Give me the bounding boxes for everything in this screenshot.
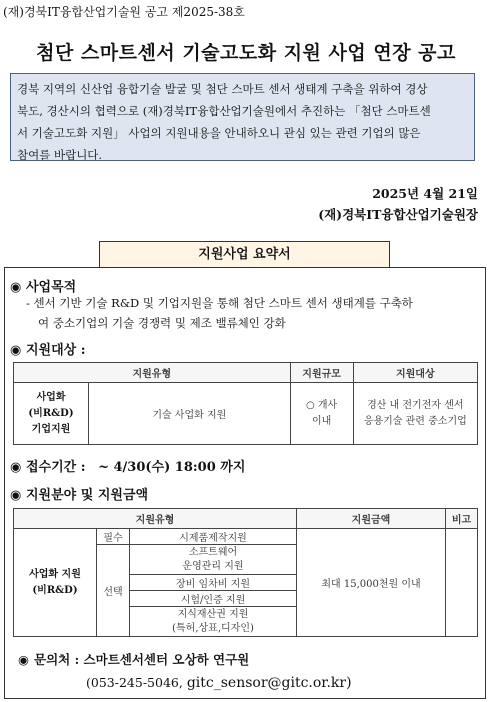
intro-line: 경북 지역의 신산업 융합기술 발굴 및 첨단 스마트 센서 생태계 구축을 위하여 경상 xyxy=(17,82,428,96)
table-header: 지원유형 xyxy=(14,363,291,383)
support-scale-cell xyxy=(290,383,353,445)
cell-line: 경산 내 전기전자 센서 xyxy=(367,399,464,411)
table-row xyxy=(14,383,478,445)
support-target-cell xyxy=(353,383,477,445)
intro-box xyxy=(10,73,475,161)
page-title: 첨단 스마트센서 기술고도화 지원 사업 연장 공고 xyxy=(36,42,456,64)
bullet-circle-icon: ◉ xyxy=(10,460,22,475)
contact-phone: (053-245-5046, xyxy=(86,675,183,690)
cell-line: 사업화 xyxy=(36,391,66,403)
cell-line: (비R&D) xyxy=(32,584,78,596)
fields-heading-text: 지원분야 및 지원금액 xyxy=(26,488,149,503)
support-detail-cell: 기술 사업화 지원 xyxy=(89,383,291,445)
cell-line: (비R&D) xyxy=(28,407,74,419)
required-label-cell: 필수 xyxy=(97,529,130,545)
optional-item-cell xyxy=(130,607,297,637)
target-heading-text: 지원대상 : xyxy=(26,343,86,358)
cell-line: 이내 xyxy=(311,415,332,427)
intro-line: 북도, 경산시의 협력으로 (재)경북IT융합산업기술원에서 추진하는 「첨단 스마트센 xyxy=(17,104,431,118)
intro-line: 참여를 바랍니다. xyxy=(17,148,103,161)
amount-cell: 최대 15,000천원 이내 xyxy=(297,529,446,637)
purpose-description xyxy=(26,293,481,333)
period-heading-text: 접수기간 : xyxy=(26,460,86,475)
intro-line: 서 기술고도화 지원」 사업의 지원내용을 안내하오니 관심 있는 관련 기업의 많은 xyxy=(17,126,421,140)
cell-line: 사업화 지원 xyxy=(29,568,81,580)
table-row xyxy=(14,529,478,545)
target-table xyxy=(13,362,478,445)
period-value: ~ 4/30(수) 18:00 까지 xyxy=(98,460,246,475)
purpose-line: - 센서 기반 기술 R&D 및 기업지원을 통해 첨단 스마트 센서 생태계를 구축하 xyxy=(26,296,413,310)
required-item-cell: 시제품제작지원 xyxy=(130,529,297,545)
table-header: 지원유형 xyxy=(14,509,297,529)
purpose-heading-text: 사업목적 xyxy=(26,280,77,295)
cell-line: 지식재산권 지원 xyxy=(177,608,249,620)
fields-heading xyxy=(10,484,148,503)
fields-table xyxy=(13,508,478,637)
contact-heading-text: 문의처 : 스마트센서센터 오상하 연구원 xyxy=(34,652,250,667)
table-header: 지원규모 xyxy=(290,363,353,383)
table-header: 비고 xyxy=(446,509,478,529)
contact-heading xyxy=(18,650,249,668)
target-heading xyxy=(10,339,86,358)
optional-item-cell: 장비 임차비 지원 xyxy=(130,575,297,591)
optional-item-cell: 시험/인증 지원 xyxy=(130,591,297,607)
period-heading xyxy=(10,456,245,475)
fields-type-cell xyxy=(14,529,97,637)
bullet-circle-icon: ◉ xyxy=(10,343,22,358)
summary-tab: 지원사업 요약서 xyxy=(99,241,390,268)
cell-line: (특허,상표,디자인) xyxy=(172,622,254,634)
table-header-row xyxy=(14,363,478,383)
cell-line: 소프트웨어 xyxy=(188,546,238,558)
cell-line: 운영관리 지원 xyxy=(182,560,244,572)
note-cell xyxy=(446,529,478,637)
announcement-date: 2025년 4월 21일 xyxy=(372,186,478,201)
optional-item-cell xyxy=(130,545,297,575)
bullet-circle-icon: ◉ xyxy=(18,652,29,667)
contact-email-link[interactable]: gitc_sensor@gitc.or.kr) xyxy=(186,675,352,691)
bullet-circle-icon: ◉ xyxy=(10,488,22,503)
table-header: 지원대상 xyxy=(353,363,477,383)
notice-number: (재)경북IT융합산업기술원 공고 제2025-38호 xyxy=(3,5,245,19)
table-header: 지원금액 xyxy=(297,509,446,529)
contact-details xyxy=(86,675,352,691)
cell-line: 응용기술 관련 중소기업 xyxy=(363,415,467,427)
issuing-organization: (재)경북IT융합산업기술원장 xyxy=(318,207,478,222)
bullet-circle-icon: ◉ xyxy=(10,280,22,295)
cell-line: 기업지원 xyxy=(31,423,71,435)
cell-line: ○ 개사 xyxy=(305,399,338,411)
support-type-cell xyxy=(14,383,89,445)
optional-label-cell: 선택 xyxy=(97,545,130,637)
purpose-line: 여 중소기업의 기술 경쟁력 및 제조 밸류체인 강화 xyxy=(38,316,286,330)
table-header-row xyxy=(14,509,478,529)
